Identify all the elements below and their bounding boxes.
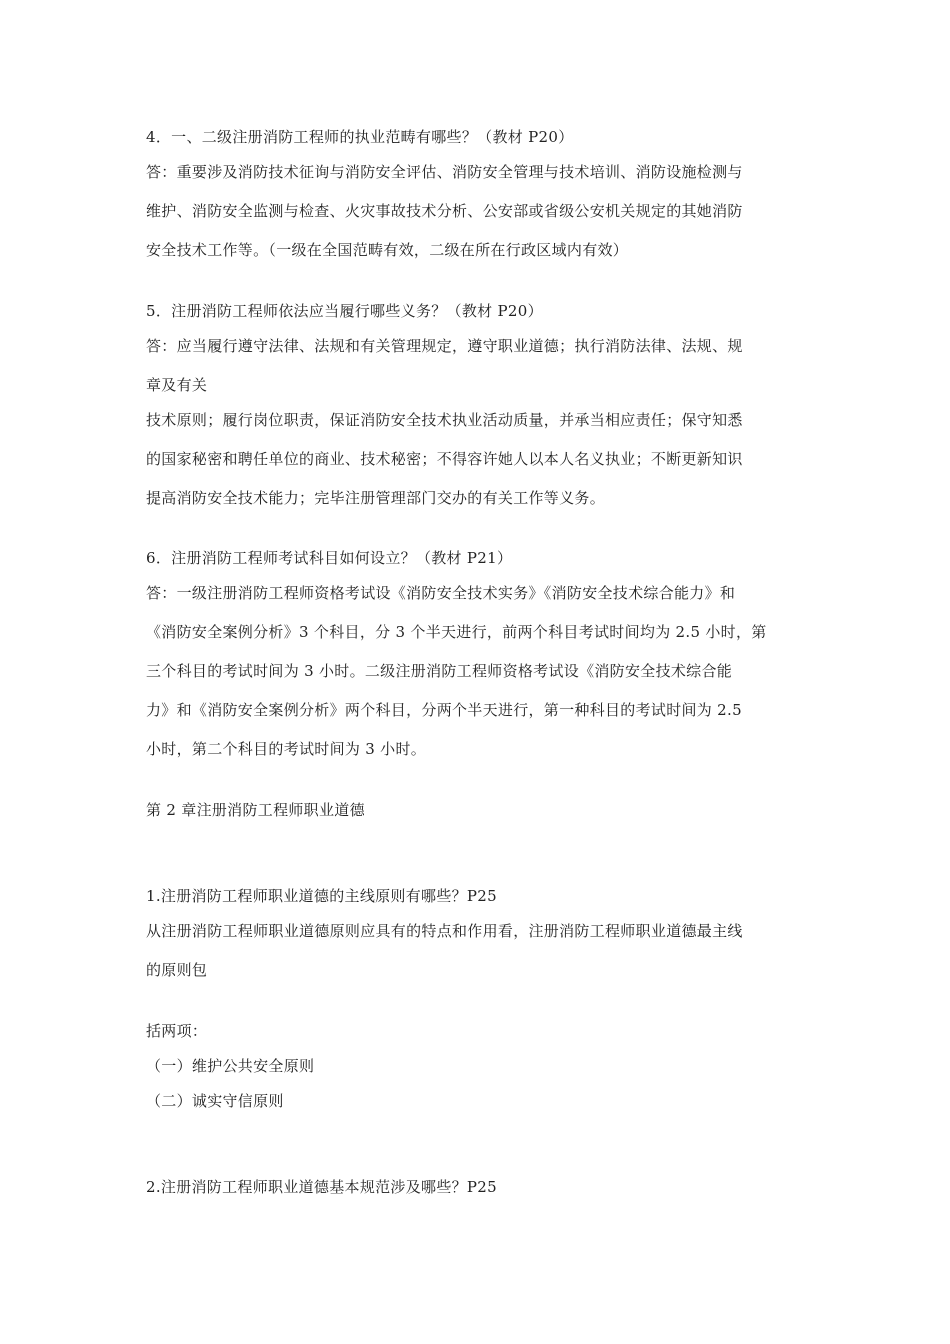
answer-4-line-1: 答：重要涉及消防技术征询与消防安全评估、消防安全管理与技术培训、消防设施检测与 — [146, 163, 743, 181]
ch2-question-1-heading: 1.注册消防工程师职业道德的主线原则有哪些？P25 — [146, 887, 497, 905]
answer-4-line-3: 安全技术工作等。（一级在全国范畴有效，二级在所在行政区域内有效） — [146, 241, 629, 259]
ch2-principle-1: （一）维护公共安全原则 — [146, 1057, 315, 1075]
question-6-heading: 6．注册消防工程师考试科目如何设立？（教材 P21） — [146, 549, 513, 567]
question-4-heading: 4．一、二级注册消防工程师的执业范畴有哪些？（教材 P20） — [146, 128, 574, 146]
question-5-heading: 5．注册消防工程师依法应当履行哪些义务？（教材 P20） — [146, 302, 543, 320]
ch2-answer-1-line-1: 从注册消防工程师职业道德原则应具有的特点和作用看，注册消防工程师职业道德最主线 — [146, 922, 743, 940]
answer-6-line-2: 《消防安全案例分析》3 个科目，分 3 个半天进行，前两个科目考试时间均为 2.5 小时，第 — [146, 623, 767, 641]
ch2-question-2-heading: 2.注册消防工程师职业道德基本规范涉及哪些？P25 — [146, 1178, 497, 1196]
answer-6-line-5: 小时，第二个科目的考试时间为 3 小时。 — [146, 740, 427, 758]
ch2-principle-2: （二）诚实守信原则 — [146, 1092, 284, 1110]
answer-5-line-5: 提高消防安全技术能力；完毕注册管理部门交办的有关工作等义务。 — [146, 489, 606, 507]
answer-6-line-3: 三个科目的考试时间为 3 小时。二级注册消防工程师资格考试设《消防安全技术综合能 — [146, 662, 733, 680]
answer-6-line-1: 答：一级注册消防工程师资格考试设《消防安全技术实务》《消防安全技术综合能力》和 — [146, 584, 736, 602]
answer-6-line-4: 力》和《消防安全案例分析》两个科目，分两个半天进行，第一种科目的考试时间为 2.5 — [146, 701, 742, 719]
answer-4-line-2: 维护、消防安全监测与检查、火灾事故技术分析、公安部或省级公安机关规定的其她消防 — [146, 202, 743, 220]
answer-5-line-1: 答：应当履行遵守法律、法规和有关管理规定，遵守职业道德；执行消防法律、法规、规 — [146, 337, 743, 355]
answer-5-line-3: 技术原则；履行岗位职责，保证消防安全技术执业活动质量，并承当相应责任；保守知悉 — [146, 411, 743, 429]
answer-5-line-2: 章及有关 — [146, 376, 208, 394]
answer-5-line-4: 的国家秘密和聘任单位的商业、技术秘密；不得容许她人以本人名义执业；不断更新知识 — [146, 450, 743, 468]
ch2-answer-1-line-2: 的原则包 — [146, 961, 208, 979]
ch2-answer-1-line-3: 括两项： — [146, 1022, 208, 1040]
chapter-2-title: 第 2 章注册消防工程师职业道德 — [146, 801, 365, 819]
